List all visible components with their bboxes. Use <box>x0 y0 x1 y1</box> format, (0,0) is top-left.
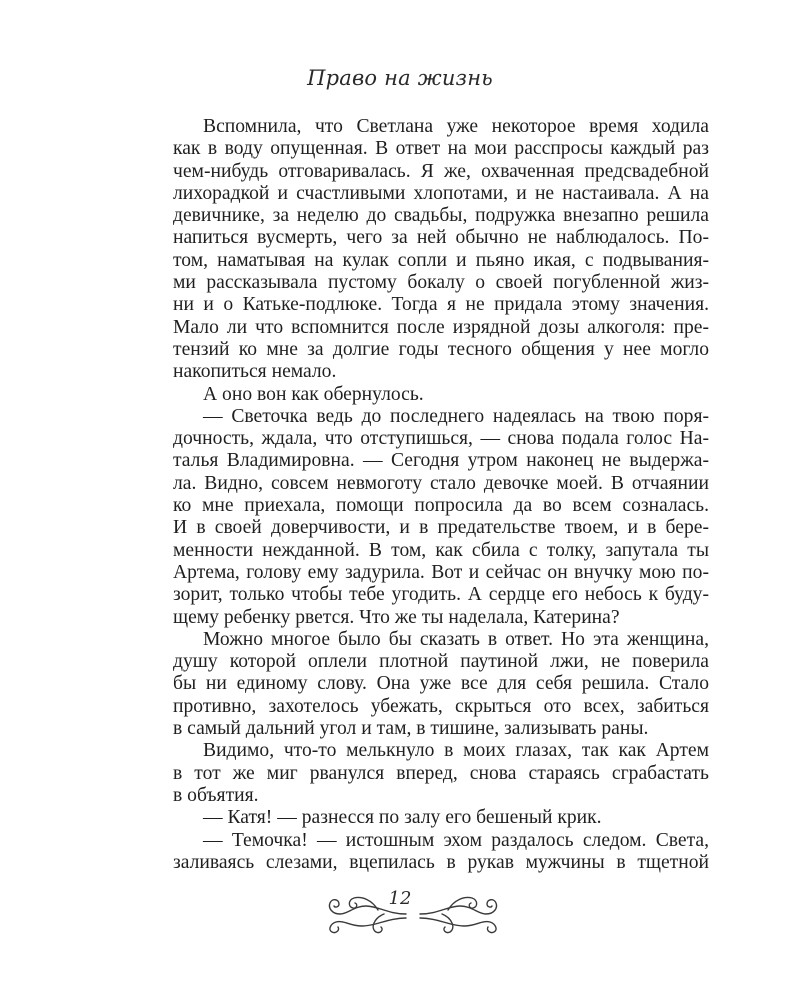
text-line: в тот же миг рванулся вперед, снова стараясь сграбастать <box>173 762 709 784</box>
page-number: 12 <box>388 888 412 909</box>
text-line: Мало ли что вспомнится после изрядной дозы алкоголя: пре- <box>173 316 709 338</box>
text-line: Можно многое было бы сказать в ответ. Но эта женщина, <box>203 628 709 650</box>
paragraph <box>143 116 709 384</box>
text-line: Видимо, что-то мелькнуло в моих глазах, так как Артем <box>203 740 709 762</box>
text-line: тензий ко мне за долгие годы тесного общения у нее могло <box>173 338 709 360</box>
text-line: талья Владимировна. — Сегодня утром наконец не выдержа- <box>173 450 709 472</box>
text-line: девичнике, за неделю до свадьбы, подружка внезапно решила <box>173 205 709 227</box>
text-line: Вспомнила, что Светлана уже некоторое время ходила <box>203 116 709 137</box>
text-line: душу которой оплели плотной паутиной лжи, не поверила <box>173 651 709 673</box>
text-line: щему ребенку рвется. Что же ты наделала, Катерина? <box>173 606 620 628</box>
text-line: зорит, только чтобы тебе угодить. А сердце его небось к буду- <box>173 584 709 606</box>
text-line: дочность, ждала, что отступишься, — снова подала голос На- <box>173 428 709 450</box>
text-line: ми рассказывала пустому бокалу о своей погубленной жиз- <box>173 272 709 294</box>
text-line: ла. Видно, совсем невмоготу стало девочке моей. В отчаянии <box>173 472 709 494</box>
text-line: том, наматывая на кулак сопли и пьяно икая, с подвывания- <box>173 249 709 271</box>
text-line: ни и о Катьке-подлюке. Тогда я не придала этому значения. <box>173 294 709 316</box>
text-line: в объятия. <box>173 784 259 806</box>
text-line: в самый дальний угол и там, в тишине, зализывать раны. <box>173 718 649 740</box>
text-line: ко мне приехала, помощи попросила да во всем созналась. <box>173 495 709 517</box>
paragraph <box>143 629 709 740</box>
text-line: накопиться немало. <box>173 361 337 383</box>
text-line: менности нежданной. В том, как сбила с толку, запутала ты <box>173 539 709 561</box>
text-line: лихорадкой и счастливыми хлопотами, и не настаивала. А на <box>173 182 709 204</box>
text-line: — Светочка ведь до последнего надеялась на твою поря- <box>203 405 709 427</box>
running-title: Право на жизнь <box>307 66 493 90</box>
text-line: бы ни единому слову. Она уже все для себя решила. Стало <box>173 673 709 695</box>
paragraph <box>143 384 709 406</box>
text-line: заливаясь слезами, вцепилась в рукав мужчины в тщетной <box>173 851 709 873</box>
paragraph <box>143 807 709 829</box>
paragraph <box>143 740 709 807</box>
paragraph <box>143 406 709 629</box>
text-line: Артема, голову ему задурила. Вот и сейчас он внучку мою по- <box>173 561 709 583</box>
text-line: чем-нибудь отговаривалась. Я же, охваченная предсвадебной <box>173 160 709 182</box>
text-line: — Катя! — разнесся по залу его бешеный крик. <box>203 807 602 829</box>
text-line: И в своей доверчивости, и в предательстве твоем, и в бере- <box>173 517 709 539</box>
body-text <box>143 116 709 874</box>
text-line: противно, захотелось убежать, скрыться ото всех, забиться <box>173 695 709 717</box>
text-line: как в воду опущенная. В ответ на мои расспросы каждый раз <box>173 138 709 160</box>
paragraph <box>143 830 709 875</box>
text-line: А оно вон как обернулось. <box>203 383 424 405</box>
text-line: напиться вусмерть, чего за ней обычно не наблюдалось. По- <box>173 227 709 249</box>
text-line: — Темочка! — истошным эхом раздалось следом. Света, <box>203 829 709 851</box>
